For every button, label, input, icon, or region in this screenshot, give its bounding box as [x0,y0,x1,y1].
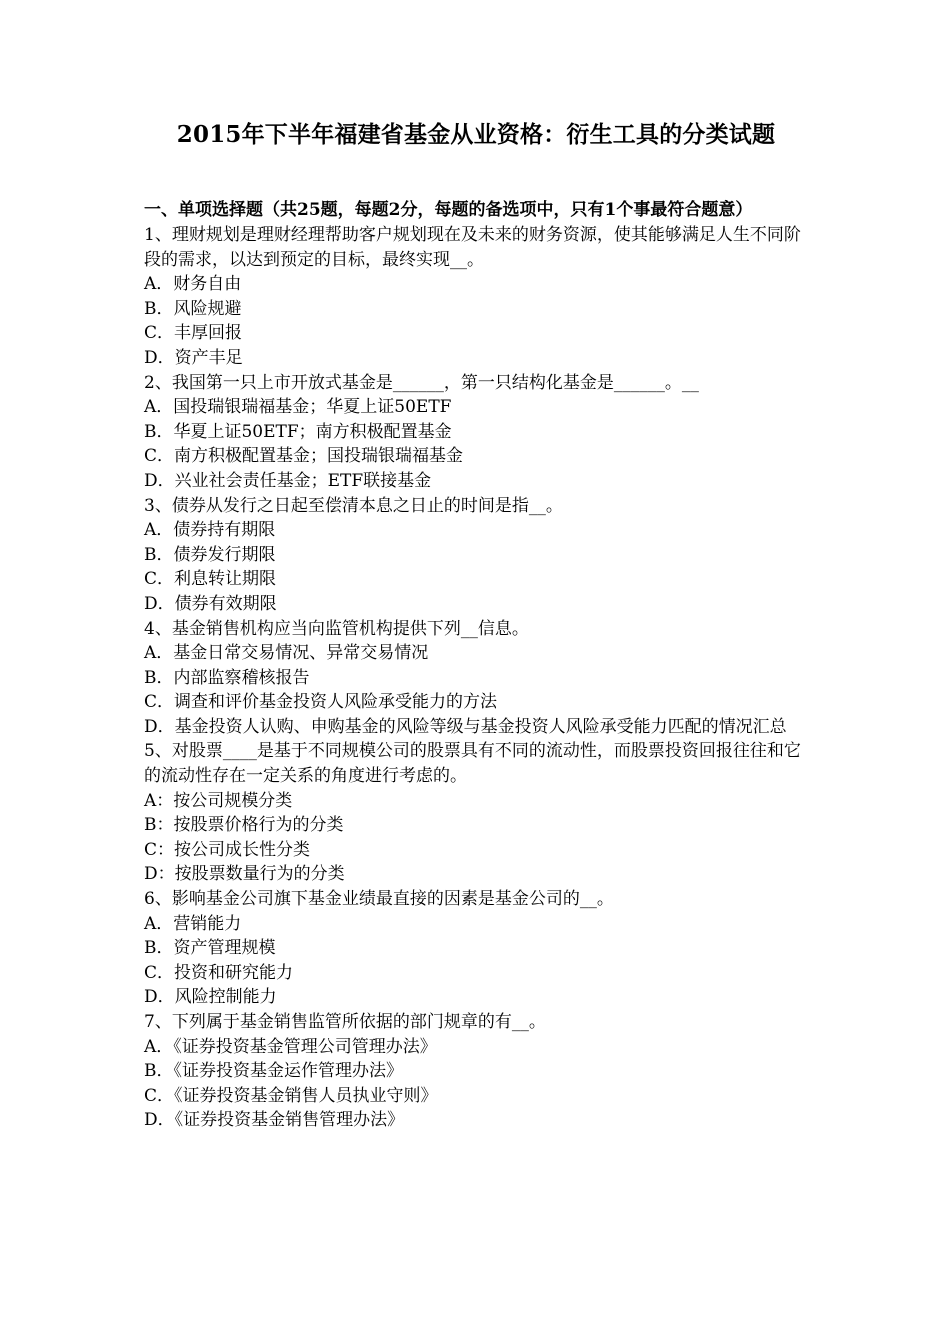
question-5 [144,739,808,887]
answer-option: D．兴业社会责任基金；ETF联接基金 [144,470,432,491]
answer-option: D．风险控制能力 [144,987,277,1008]
answer-option: B．内部监察稽核报告 [144,667,310,688]
answer-option: D．基金投资人认购、申购基金的风险等级与基金投资人风险承受能力匹配的情况汇总 [144,716,787,737]
question-2 [144,371,808,494]
question-3 [144,494,808,617]
answer-option: A．《证券投资基金管理公司管理办法》 [144,1036,437,1057]
answer-option: C．调查和评价基金投资人风险承受能力的方法 [144,692,498,713]
answer-option: C．投资和研究能力 [144,962,294,983]
answer-option: D：按股票数量行为的分类 [144,864,345,885]
question-1 [144,223,808,371]
question-stem: 2、我国第一只上市开放式基金是______，第一只结构化基金是______。__ [144,372,699,393]
question-6 [144,887,808,1010]
answer-option: B：按股票价格行为的分类 [144,815,344,836]
answer-option: D．《证券投资基金销售管理办法》 [144,1110,405,1131]
answer-option: B．资产管理规模 [144,938,276,959]
answer-option: C．利息转让期限 [144,569,277,590]
answer-option: B．华夏上证50ETF；南方积极配置基金 [144,421,452,442]
answer-option: A．国投瑞银瑞福基金；华夏上证50ETF [144,397,452,418]
answer-option: B．债券发行期限 [144,544,276,565]
answer-option: A：按公司规模分类 [144,790,293,811]
answer-option: B．风险规避 [144,298,242,319]
question-stem: 6、影响基金公司旗下基金业绩最直接的因素是基金公司的__。 [144,889,614,910]
answer-option: A．债券持有期限 [144,520,276,541]
question-stem: 3、债券从发行之日起至偿清本息之日止的时间是指__。 [144,495,563,516]
question-list [144,223,808,1133]
question-stem: 5、对股票____是基于不同规模公司的股票具有不同的流动性，而股票投资回报往往和它的流动性存在一定关系的角度进行考虑的。 [144,741,801,787]
answer-option: C．南方积极配置基金；国投瑞银瑞福基金 [144,446,464,467]
answer-option: C．《证券投资基金销售人员执业守则》 [144,1085,438,1106]
answer-option: A．营销能力 [144,913,242,934]
document-title: 2015年下半年福建省基金从业资格：衍生工具的分类试题 [176,121,776,148]
answer-option: C．丰厚回报 [144,323,243,344]
question-stem: 1、理财规划是理财经理帮助客户规划现在及未来的财务资源，使其能够满足人生不同阶段的需求，以达到预定的目标，最终实现__。 [144,225,801,270]
question-4 [144,617,808,740]
answer-option: A．基金日常交易情况、异常交易情况 [144,643,429,664]
section-heading: 一、单项选择题（共25题，每题2分，每题的备选项中，只有1个事最符合题意） [144,200,753,220]
answer-option: C：按公司成长性分类 [144,839,311,860]
answer-option: D．债券有效期限 [144,593,277,614]
question-stem: 4、基金销售机构应当向监管机构提供下列__信息。 [144,618,529,639]
question-stem: 7、下列属于基金销售监管所依据的部门规章的有__。 [144,1012,546,1032]
answer-option: B．《证券投资基金运作管理办法》 [144,1061,403,1082]
answer-option: D．资产丰足 [144,347,243,368]
question-7 [144,1010,808,1133]
answer-option: A．财务自由 [144,274,242,295]
